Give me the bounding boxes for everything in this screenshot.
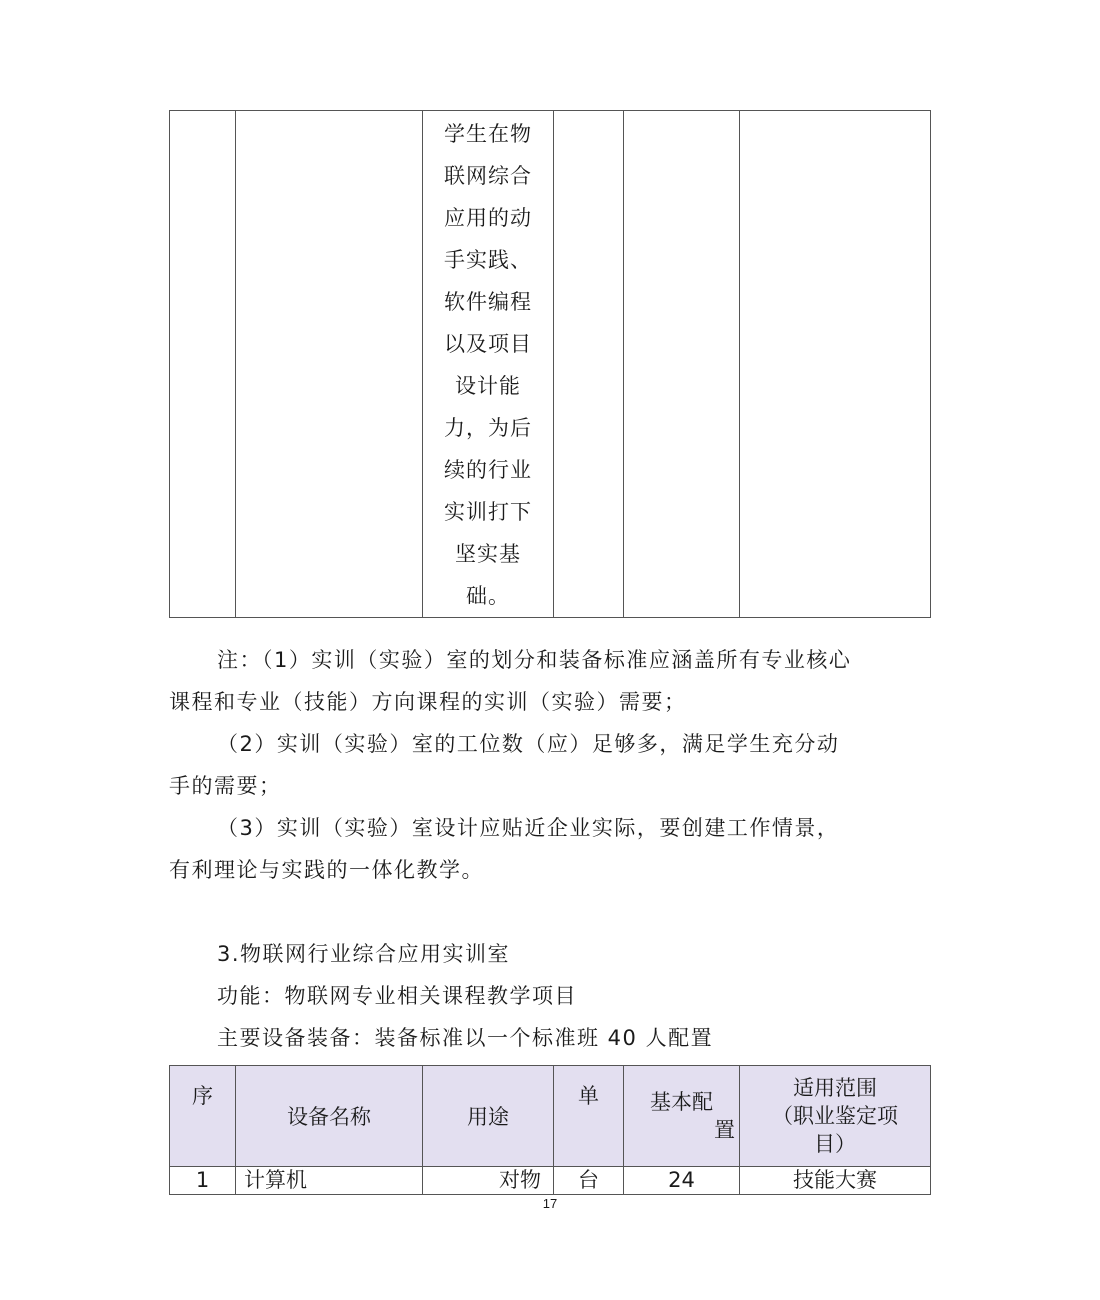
row-seq: 1 bbox=[170, 1167, 236, 1195]
purpose-line: 手实践、 bbox=[444, 248, 532, 272]
note-line: 有利理论与实践的一体化教学。 bbox=[169, 858, 484, 882]
header-name: 设备名称 bbox=[236, 1066, 423, 1167]
name-cell bbox=[236, 111, 423, 618]
header-seq: 序 bbox=[170, 1066, 236, 1167]
header-scope bbox=[740, 1066, 931, 1167]
row-config: 24 bbox=[624, 1167, 740, 1195]
header-unit: 单 bbox=[554, 1066, 624, 1167]
header-scope-line: 目） bbox=[814, 1132, 856, 1156]
scope-cell bbox=[740, 111, 931, 618]
purpose-line: 联网综合 bbox=[444, 164, 532, 188]
table-header-row bbox=[170, 1066, 931, 1167]
header-scope-line: 适用范围 bbox=[793, 1076, 877, 1100]
purpose-cell bbox=[423, 111, 554, 618]
note-line: （2）实训（实验）室的工位数（应）足够多，满足学生充分动 bbox=[217, 732, 840, 756]
table-row bbox=[170, 1167, 931, 1195]
header-scope-line: （职业鉴定项 bbox=[772, 1104, 898, 1128]
purpose-line: 力，为后 bbox=[444, 416, 532, 440]
purpose-line: 学生在物 bbox=[444, 122, 532, 146]
note-line: 手的需要； bbox=[169, 774, 282, 798]
header-config-line: 置 bbox=[714, 1118, 735, 1142]
row-use: 对物 bbox=[423, 1167, 554, 1195]
section-title: 3.物联网行业综合应用实训室 bbox=[217, 942, 511, 966]
header-use: 用途 bbox=[423, 1066, 554, 1167]
row-scope: 技能大赛 bbox=[740, 1167, 931, 1195]
purpose-line: 设计能 bbox=[455, 374, 521, 398]
purpose-line: 坚实基 bbox=[455, 542, 521, 566]
header-config-line: 基本配 bbox=[650, 1090, 713, 1114]
note-line: （3）实训（实验）室设计应贴近企业实际，要创建工作情景， bbox=[217, 816, 840, 840]
header-config bbox=[624, 1066, 740, 1167]
row-unit: 台 bbox=[554, 1167, 624, 1195]
purpose-line: 以及项目 bbox=[444, 332, 532, 356]
note-line: 课程和专业（技能）方向课程的实训（实验）需要； bbox=[169, 690, 687, 714]
purpose-line: 础。 bbox=[466, 584, 510, 608]
purpose-line: 续的行业 bbox=[444, 458, 532, 482]
purpose-line: 应用的动 bbox=[444, 206, 532, 230]
note-line: 注：（1）实训（实验）室的划分和装备标准应涵盖所有专业核心 bbox=[217, 648, 852, 672]
equipment-table bbox=[169, 1065, 931, 1195]
unit-cell bbox=[554, 111, 624, 618]
table-row bbox=[170, 111, 931, 618]
purpose-line: 实训打下 bbox=[444, 500, 532, 524]
section-equipment: 主要设备装备：装备标准以一个标准班 40 人配置 bbox=[217, 1026, 714, 1050]
seq-cell bbox=[170, 111, 236, 618]
page-number: 17 bbox=[542, 1196, 558, 1211]
row-name: 计算机 bbox=[236, 1167, 423, 1195]
config-cell bbox=[624, 111, 740, 618]
section-function: 功能：物联网专业相关课程教学项目 bbox=[217, 984, 577, 1008]
continued-equipment-table bbox=[169, 110, 931, 618]
purpose-line: 软件编程 bbox=[444, 290, 532, 314]
